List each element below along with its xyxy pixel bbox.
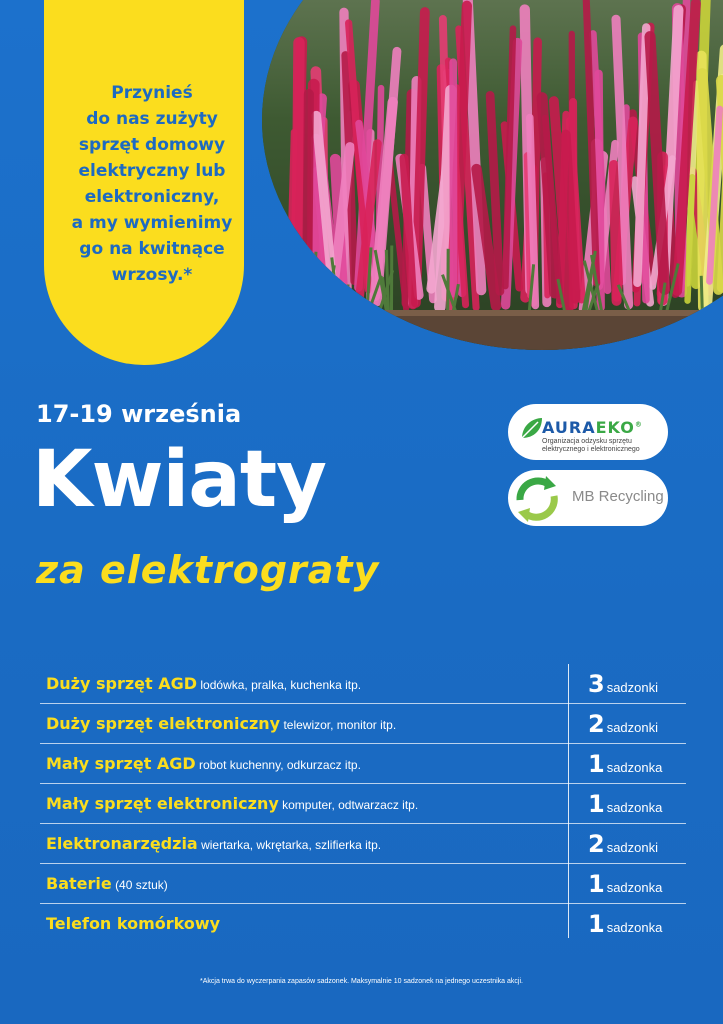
intro-line: elektryczny lub: [78, 161, 226, 181]
offer-reward: [588, 910, 662, 938]
offer-reward: [588, 870, 662, 898]
aura-eko-logo[interactable]: [508, 404, 668, 460]
intro-text: [62, 80, 242, 288]
seedling-unit: sadzonka: [606, 760, 663, 775]
event-subtitle: za elektrograty: [36, 548, 380, 592]
offer-item: [46, 874, 168, 893]
seedling-count: 2: [588, 710, 605, 738]
intro-line: Przynieś: [111, 83, 193, 103]
seedling-count: 1: [588, 790, 605, 818]
offer-detail: wiertarka, wkrętarka, szlifierka itp.: [201, 838, 382, 852]
offer-detail: lodówka, pralka, kuchenka itp.: [200, 678, 362, 692]
offer-category: Mały sprzęt elektroniczny: [46, 794, 279, 813]
offer-detail: robot kuchenny, odkurzacz itp.: [199, 758, 361, 772]
recycle-arrows-icon: [508, 470, 568, 526]
heather-leaf: [701, 276, 702, 315]
mb-recycling-name: MB Recycling: [572, 488, 664, 505]
seedling-count: 1: [588, 750, 605, 778]
heather-spike: [297, 43, 299, 296]
seedling-count: 1: [588, 910, 605, 938]
aura-eko-name: [542, 418, 643, 437]
offer-category: Duży sprzęt elektroniczny: [46, 714, 281, 733]
offer-row: [40, 824, 686, 864]
offer-row: [40, 784, 686, 824]
offer-reward: [588, 750, 662, 778]
seedling-unit: sadzonka: [606, 800, 663, 815]
registered-mark: ®: [634, 420, 643, 429]
offer-reward: [588, 830, 658, 858]
offer-row: [40, 904, 686, 943]
seedling-count: 1: [588, 870, 605, 898]
heather-leaf: [270, 248, 271, 315]
offer-detail: (40 sztuk): [115, 878, 168, 892]
offer-category: Baterie: [46, 874, 112, 893]
offer-reward: [588, 790, 662, 818]
offer-category: Elektronarzędzia: [46, 834, 198, 853]
intro-line: elektroniczny,: [84, 187, 220, 207]
offer-item: [46, 834, 381, 853]
heather-illustration: [262, 0, 723, 350]
offer-row: [40, 864, 686, 904]
heather-spike: [307, 94, 309, 303]
offer-category: Duży sprzęt AGD: [46, 674, 198, 693]
intro-line: sprzęt domowy: [78, 135, 226, 155]
offer-table: [40, 664, 686, 943]
offer-detail: telewizor, monitor itp.: [283, 718, 397, 732]
intro-line: wrzosy.*: [111, 265, 193, 285]
intro-line: a my wymienimy: [71, 213, 233, 233]
offer-reward: [588, 670, 658, 698]
offer-row: [40, 744, 686, 784]
event-title: Kwiaty: [32, 435, 327, 525]
intro-line: go na kwitnące: [79, 239, 225, 259]
mb-recycling-logo[interactable]: [508, 470, 668, 526]
offer-item: [46, 714, 396, 733]
offer-detail: komputer, odtwarzacz itp.: [282, 798, 419, 812]
offer-item: [46, 794, 418, 813]
offer-category: Mały sprzęt AGD: [46, 754, 196, 773]
footnote: *Akcja trwa do wyczerpania zapasów sadzonek. Maksymalnie 10 sadzonek na jednego uczestnika akcji.: [200, 978, 523, 985]
offer-row: [40, 664, 686, 704]
aura-eko-tagline: Organizacja odzysku sprzętu elektrycznego i elektronicznego: [542, 438, 640, 453]
aura-eko-name-part1: AURA: [542, 418, 596, 437]
offer-category: Telefon komórkowy: [46, 914, 221, 933]
event-date: 17-19 września: [36, 400, 242, 428]
seedling-unit: sadzonki: [606, 680, 659, 695]
offer-item: [46, 674, 361, 693]
intro-line: do nas zużyty: [86, 109, 218, 129]
aura-eko-name-part2: EKO: [595, 418, 635, 437]
seedling-unit: sadzonki: [606, 720, 659, 735]
seedling-count: 2: [588, 830, 605, 858]
offer-item: [46, 754, 361, 773]
seedling-unit: sadzonka: [606, 920, 663, 935]
heather-photo: [262, 0, 723, 350]
offer-reward: [588, 710, 658, 738]
seedling-unit: sadzonka: [606, 880, 663, 895]
offer-row: [40, 704, 686, 744]
seedling-count: 3: [588, 670, 605, 698]
seedling-unit: sadzonki: [606, 840, 659, 855]
offer-item: [46, 914, 220, 933]
